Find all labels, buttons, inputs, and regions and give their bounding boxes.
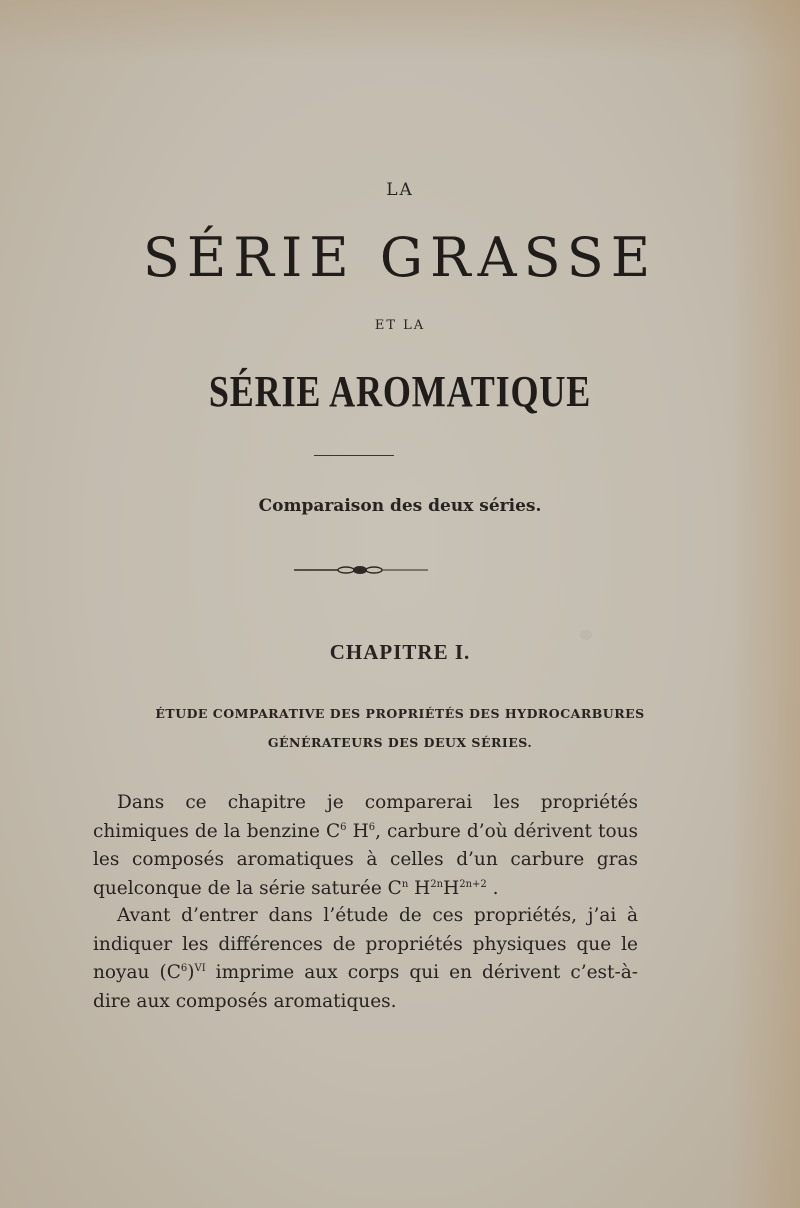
p1-text-6: . — [486, 877, 499, 899]
paragraph-2 — [93, 902, 638, 1016]
paragraph-1 — [93, 789, 638, 903]
chapter-title: CHAPITRE I. — [329, 640, 471, 664]
p1-text-1: Dans ce chapitre je comparerai les propriétés chimiques de la benzine C — [93, 792, 638, 842]
title-serie-aromatique: SÉRIE AROMATIQUE — [208, 367, 592, 416]
p1-text-5: H — [443, 877, 460, 899]
p1-sup-3: n — [401, 878, 409, 890]
p2-sup-2: VI — [194, 963, 206, 975]
p2-text-1: Avant d’entrer dans l’étude de ces propriétés, j’ai à indiquer les différences de propriétés physiques que le noyau (C — [93, 905, 638, 984]
title-et-la: ET LA — [374, 318, 426, 333]
title-serie-grasse: SÉRIE GRASSE — [142, 226, 658, 289]
p1-sup-5: 2n+2 — [459, 878, 487, 890]
title-la: LA — [386, 180, 414, 200]
title-divider — [314, 455, 394, 456]
p1-text-2: H — [346, 820, 369, 842]
p2-text-2: ) — [187, 962, 195, 984]
p1-text-3: , carbure d’où dérivent tous les composés aromatiques à celles d’un carbure gras quelconque de la série saturée C — [93, 820, 639, 899]
ornament-divider-icon — [294, 562, 428, 578]
p1-sup-1: 6 — [340, 821, 347, 833]
p1-sup-4: 2n — [430, 878, 444, 890]
p2-text-3: imprime aux corps qui en dérivent c’est-à-dire aux composés aromatiques. — [93, 962, 639, 1012]
paper-spot — [580, 630, 592, 640]
chapter-heading-line2: GÉNÉRATEURS DES DEUX SÉRIES. — [267, 735, 533, 750]
p2-sup-1: 6 — [180, 963, 188, 975]
p1-text-4: H — [408, 877, 431, 899]
subtitle: Comparaison des deux séries. — [258, 496, 542, 516]
paper-stain-top — [0, 0, 800, 60]
chapter-heading-line1: ÉTUDE COMPARATIVE DES PROPRIÉTÉS DES HYDROCARBURES — [155, 706, 645, 721]
p1-sup-2: 6 — [368, 821, 376, 833]
